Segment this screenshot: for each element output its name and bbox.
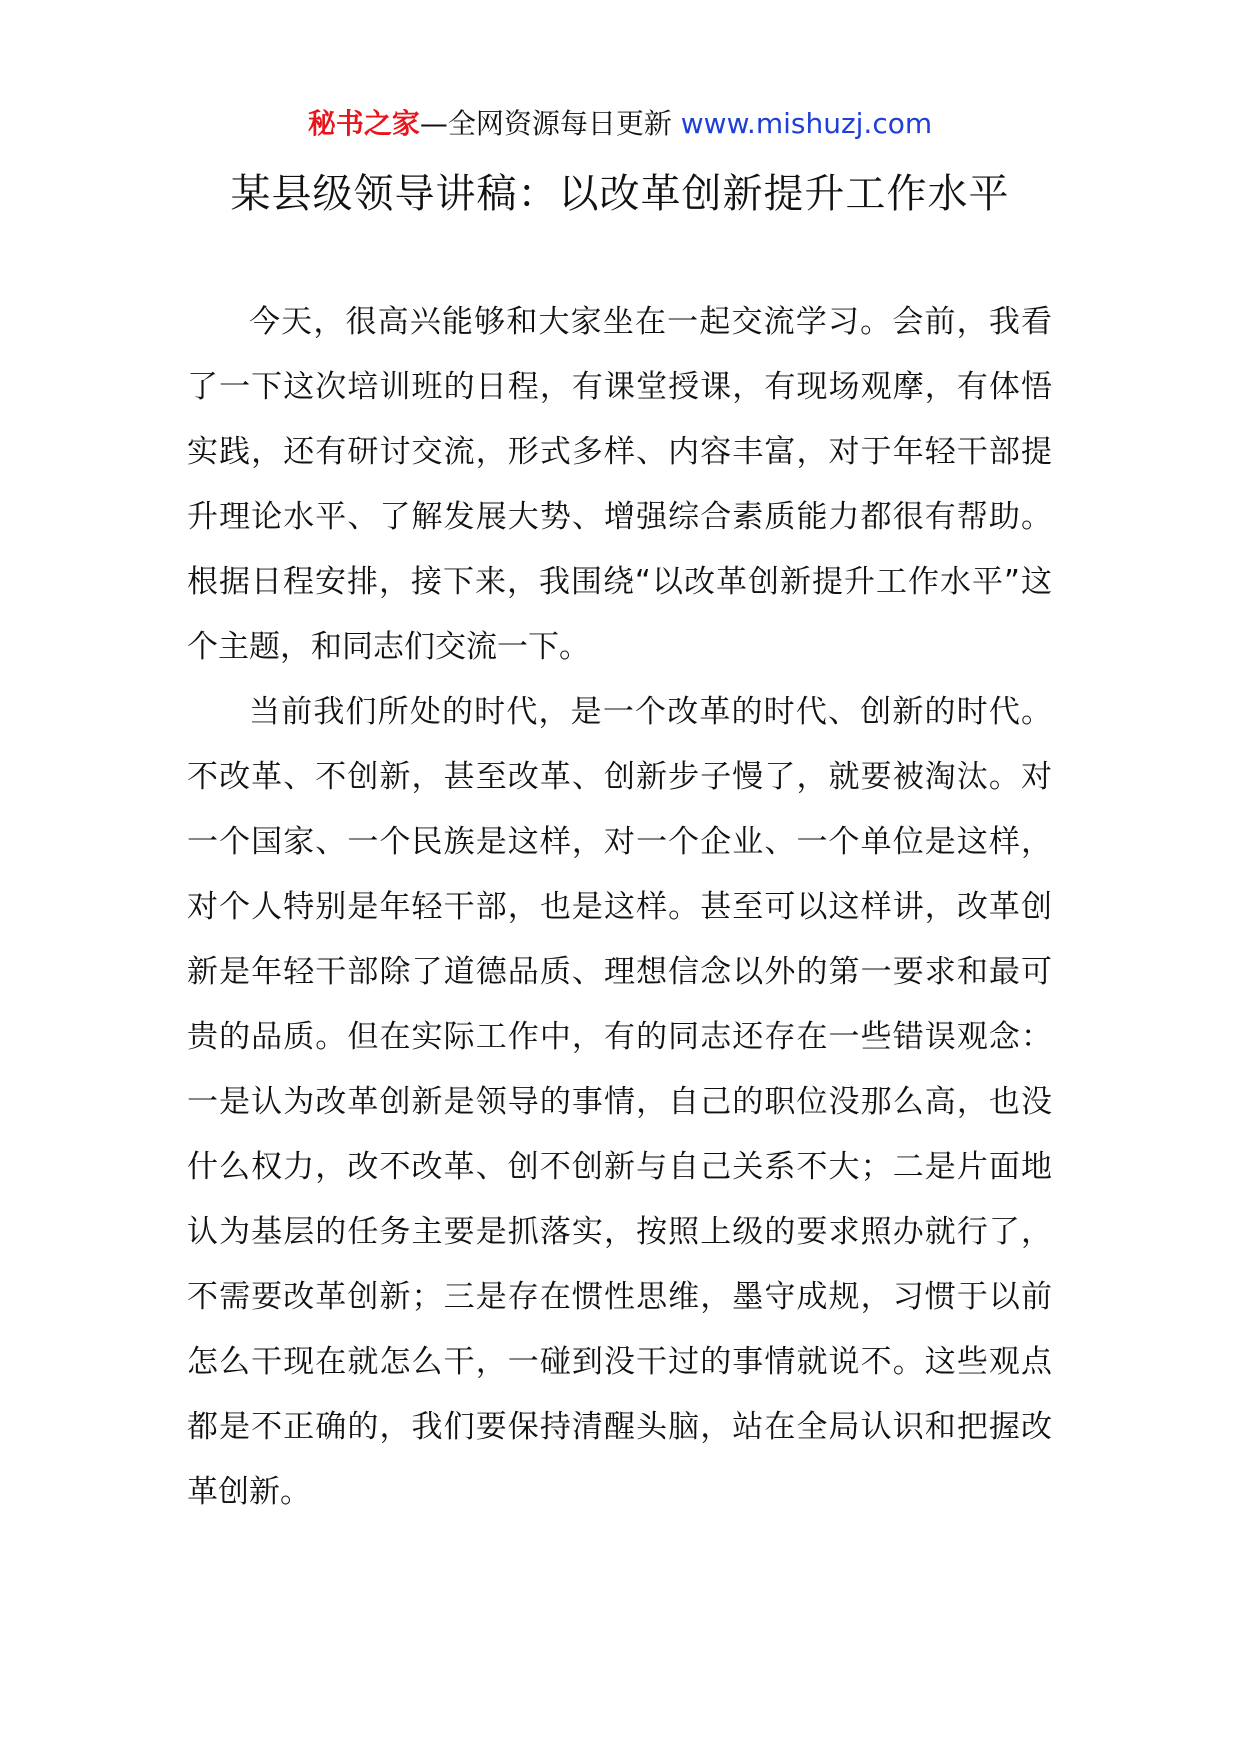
document-body — [187, 290, 1052, 1525]
paragraph-1: 今天，很高兴能够和大家坐在一起交流学习。会前，我看了一下这次培训班的日程，有课堂授课，有现场观摩，有体悟实践，还有研讨交流，形式多样、内容丰富，对于年轻干部提升理论水平、了解发展大势、增强综合素质能力都很有帮助。根据日程安排，接下来，我围绕“以改革创新提升工作水平”这个主题，和同志们交流一下。 — [187, 304, 1052, 665]
header-slogan: —全网资源每日更新 — [419, 107, 681, 140]
site-header — [0, 104, 1240, 144]
paragraph-2: 当前我们所处的时代，是一个改革的时代、创新的时代。不改革、不创新，甚至改革、创新步子慢了，就要被淘汰。对一个国家、一个民族是这样，对一个企业、一个单位是这样，对个人特别是年轻干部，也是这样。甚至可以这样讲，改革创新是年轻干部除了道德品质、理想信念以外的第一要求和最可贵的品质。但在实际工作中，有的同志还存在一些错误观念：一是认为改革创新是领导的事情，自己的职位没那么高，也没什么权力，改不改革、创不创新与自己关系不大；二是片面地认为基层的任务主要是抓落实，按照上级的要求照办就行了，不需要改革创新；三是存在惯性思维，墨守成规，习惯于以前怎么干现在就怎么干，一碰到没干过的事情就说不。这些观点都是不正确的，我们要保持清醒头脑，站在全局认识和把握改革创新。 — [187, 694, 1052, 1510]
brand-name: 秘书之家 — [307, 107, 420, 140]
document-title: 某县级领导讲稿：以改革创新提升工作水平 — [230, 171, 1010, 217]
site-url-link[interactable]: www.mishuzj.com — [680, 107, 933, 140]
